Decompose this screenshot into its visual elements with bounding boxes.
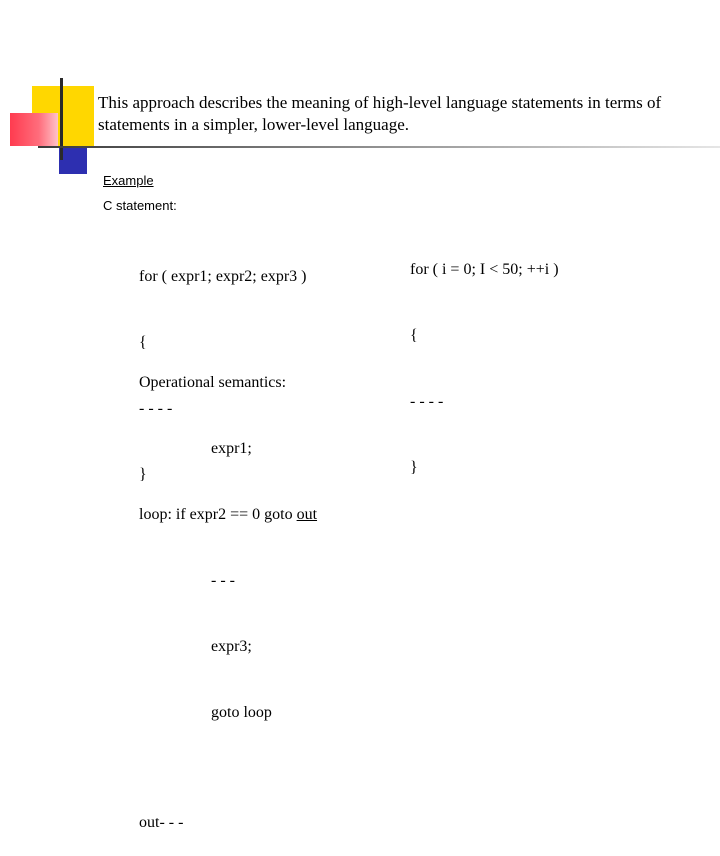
code-line: - - - - [139,400,173,417]
operational-loop-line [139,504,317,526]
loop-prefix: loop: if expr2 == 0 goto [139,506,297,523]
code-line: } [410,459,418,476]
intro-line-2: statements in a simpler, lower-level language. [98,115,410,134]
operational-expr3: expr3; [211,638,252,655]
decor-horizontal-rule [38,146,720,148]
code-line: { [139,334,147,351]
c-statement-label: C statement: [103,198,177,213]
code-line: - - - - [410,393,444,410]
c-concrete-code [410,215,559,501]
code-line: for ( i = 0; I < 50; ++i ) [410,261,559,278]
decor-red-bar [10,113,58,146]
code-line: { [410,327,418,344]
operational-dashes: - - - [211,572,235,589]
intro-text [98,92,708,136]
code-line: for ( expr1; expr2; expr3 ) [139,268,307,285]
example-label: Example [103,173,154,188]
loop-target-out: out [296,506,318,523]
operational-out-line: out- - - [139,814,184,831]
operational-semantics [139,328,317,856]
operational-goto: goto loop [211,704,272,721]
code-line: } [139,466,147,483]
operational-expr1: expr1; [211,440,252,457]
decor-blue-square [59,147,87,174]
operational-heading: Operational semantics: [139,374,287,391]
intro-line-1: This approach describes the meaning of high-level language statements in terms of [98,93,662,112]
